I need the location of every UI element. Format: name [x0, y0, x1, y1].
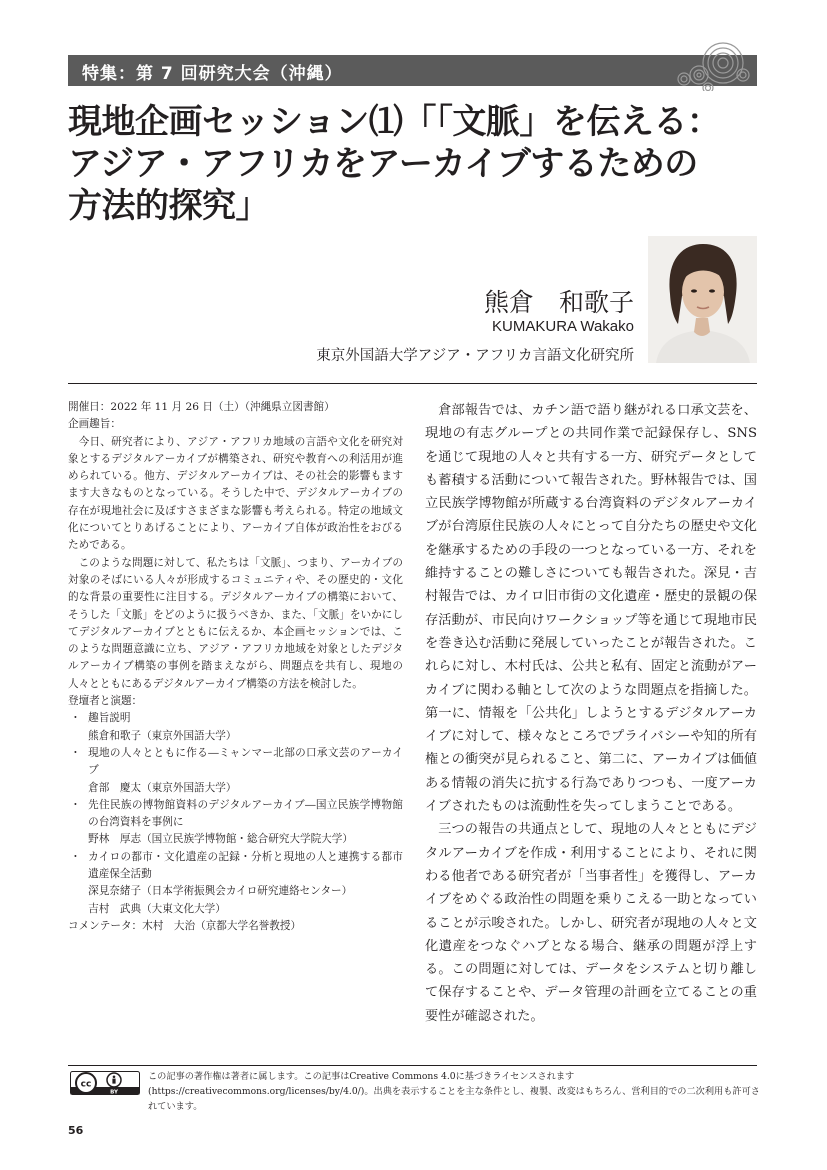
speaker-topic: 趣旨説明: [88, 712, 131, 725]
author-photo: [648, 236, 757, 363]
bullet: ・: [70, 850, 81, 863]
commentator: コメンテータ：木村 大治（京都大学名誉教授）: [68, 919, 302, 932]
purpose-label: 企画趣旨：: [68, 418, 121, 431]
speaker-topic: 現地の人々とともに作る―ミャンマー北部の口承文芸のアーカイブ: [88, 746, 403, 777]
bullet: ・: [70, 746, 81, 759]
purpose-paragraph: 今日、研究者により、アジア・アフリカ地域の言語や文化を研究対象とするデジタルアーカイブが構築され、研究や教育への利活用が進められている。他方、デジタルアーカイブは、その社会的影響もますます大きなものとなっている。そうした中で、デジタルアーカイブの存在が現地社会に及ぼすさまざまな影響も考えられる。特定の地域文化についてとりあげることにより、アーカイブ自体が政治性をおびるためである。: [68, 435, 403, 552]
speaker-name: 倉部 慶太（東京外国語大学）: [88, 781, 237, 794]
session-info-column: [68, 399, 403, 935]
body-paragraph: 三つの報告の共通点として、現地の人々とともにデジタルアーカイブを作成・利用することにより、それに関わる他者である研究者が「当事者性」を獲得し、アーカイブをめぐる政治性の問題を乗りこえる一助となっていることが示唆された。しかし、研究者が現地の人々と文化遺産をつなぐハブとなる場合、継承の問題が浮上する。この問題に対しては、データをシステムと切り離して保存することや、データ管理の計画を立てることの重要性が確認された。: [425, 822, 757, 1024]
speaker-name: 深見奈緒子（日本学術振興会カイロ研究連絡センター）: [88, 885, 353, 898]
concentric-circles-decoration: [665, 41, 755, 91]
header-divider: [68, 383, 757, 384]
bullet: ・: [70, 712, 81, 725]
speaker-item: [68, 849, 403, 884]
author-affiliation: 東京外国語大学アジア・アフリカ言語文化研究所: [316, 348, 634, 364]
cc-label: cc: [80, 1079, 92, 1090]
footer-divider: [68, 1065, 757, 1066]
purpose-paragraph: このような問題に対して、私たちは「文脈」、つまり、アーカイブの対象のそばにいる人々が形成するコミュニティや、その歴史的・文化的な背景の重要性に注目する。デジタルアーカイブの構築において、そうした「文脈」をどのように扱うべきか、また、「文脈」をいかにしてデジタルアーカイブとともに伝えるか、本企画セッションでは、このような問題意識に立ち、アジア・アフリカ地域を対象としたデジタルアーカイブ構築の事例を踏まえながら、問題点を共有し、現地の人々とともにあるデジタルアーカイブ構築の方法を検討した。: [68, 556, 403, 690]
speakers-label: 登壇者と演題：: [68, 695, 143, 708]
speaker-item: [68, 745, 403, 780]
title-line: 方法的探究」: [68, 186, 269, 226]
title-line: アジア・アフリカをアーカイブするための: [68, 144, 698, 184]
event-date: 開催日：2022 年 11 月 26 日（土）（沖縄県立図書館）: [68, 401, 335, 413]
article-title: [68, 101, 768, 227]
page-number: 56: [68, 1124, 84, 1137]
by-label: BY: [110, 1089, 118, 1095]
speaker-item: [68, 710, 403, 727]
report-body-column: [425, 399, 757, 1028]
cc-by-license-icon: [70, 1071, 140, 1095]
author-name-en: KUMAKURA Wakako: [492, 318, 634, 335]
speaker-topic: 先住民族の博物館資料のデジタルアーカイブ―国立民族学博物館の台湾資料を事例に: [88, 798, 403, 829]
section-banner: [68, 55, 757, 86]
speaker-item: [68, 797, 403, 832]
section-banner-label: 特集：第 7 回研究大会（沖縄）: [82, 64, 343, 84]
speaker-name: 吉村 武典（大東文化大学）: [88, 902, 226, 915]
author-name-ja: 熊倉 和歌子: [483, 288, 634, 317]
license-notice: この記事の著作権は著者に属します。この記事はCreative Commons 4.0に基づきライセンスされます(https://creativecommons.org/licenses/by/4.0/)。出典を表示することを主な条件とし、複製、改変はもちろん、営利目的での二次利用も許可されています。: [148, 1071, 760, 1112]
speaker-name: 野林 厚志（国立民族学博物館・総合研究大学院大学）: [88, 833, 353, 846]
speaker-name: 熊倉和歌子（東京外国語大学）: [88, 729, 237, 742]
title-line: 現地企画セッション⑴「「文脈」を伝える：: [68, 102, 721, 142]
bullet: ・: [70, 798, 81, 811]
speaker-topic: カイロの都市・文化遺産の記録・分析と現地の人と連携する都市遺産保全活動: [88, 850, 403, 881]
body-paragraph: 倉部報告では、カチン語で語り継がれる口承文芸を、現地の有志グループとの共同作業で記録保存し、SNS を通じて現地の人々と共有する一方、研究データとしても蓄積する活動について報告された。野林報告では、国立民族学博物館が所蔵する台湾資料のデジタルアーカイブが台湾原住民族の人々にとって自分たちの歴史や文化を継承するための手段の一つとなっている一方、それを維持することの難しさについても報告された。深見・吉村報告では、カイロ旧市街の文化遺産・歴史的景観の保存活動が、市民向けワークショップ等を通じて現地市民を巻き込む活動に発展していったことが報告された。これらに対し、木村氏は、公共と私有、固定と流動がアーカイブに関わる軸として次のような問題点を指摘した。第一に、情報を「公共化」しようとするデジタルアーカイブに対して、様々なところでプライバシーや知的所有権との衝突が見られること、第二に、アーカイブは価値ある情報の消失に抗する行為でありつつも、一度アーカイブされたものは流動性を失ってしまうことである。: [425, 403, 757, 815]
